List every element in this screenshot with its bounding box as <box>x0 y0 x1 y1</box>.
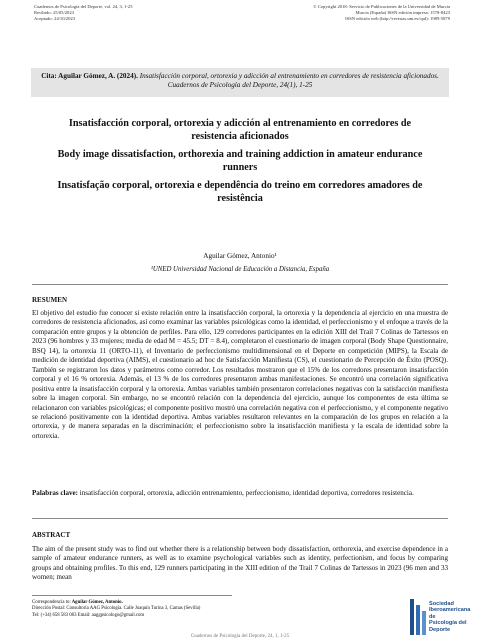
page-footer: Cuadernos de Psicología del Deporte, 24, 1, 1-25 <box>190 634 290 639</box>
header-received-date: Recibido: 25/05/2023 <box>34 10 74 15</box>
author-name: Aguilar Gómez, Antonio¹ <box>203 252 277 260</box>
contact-line: Tel: (+34) 658 583 083 Email: aaggpsicologo@gmail.com <box>32 612 145 618</box>
footnote-divider <box>32 595 232 596</box>
title-spanish: Insatisfacción corporal, ortorexia y adicción al entrenamiento en corredores de resistencia aficionados <box>68 118 412 142</box>
resumen-text: El objetivo del estudio fue conocer si existe relación entre la insatisfacción corporal, la ortorexia y la dependencia al ejercicio en una muestra de corredores de resistencia aficionados, así como examinar las variables psicológicas como la identidad, el perfeccionismo y el enfoque a través de la comparación entre grupos y la obtención de perfiles. Para ello, 129 corredores participantes en la edición XIII del Trail 7 Colinas de Tartessos en 2023 (96 hombres y 33 mujeres; media de edad M = 45.5; DT = 8.4), completaron el cuestionario de imagen corporal (Body Shape Questionnaire, BSQ 14), la ortorexia 11 (ORTO-11), el Inventario de perfeccionismo multidimensional en el Deporte en competición (MIPS), la Escala de medición de identidad deportiva (AIMS), el cuestionario ad hoc de Satisfacción Manifiesta (CS), el cuestionario de Percepción de Éxito (POSQ). También se registraron los datos y parámetros como corredor. Los resultados mostraron que el 15% de los corredores presentaron insatisfacción corporal y el 16 % ortorexia. Además, el 13 % de los corredores presentaron ambas manifestaciones. Se encontró una correlación significativa positiva entre la insatisfacción corporal y la ortorexia. Ambas variables también presentaron correlaciones negativas con la satisfacción manifiesta sobre la imagen corporal. Sin embargo, no se encontró relación con la dependencia del ejercicio, aunque los componentes de esta última se relacionaron con variables psicológicas; el componente positivo mostró una correlación negativa con el perfeccionismo, y el componente negativo se relacionó positivamente con la identidad deportiva. Ambas variables resultaron relevantes en la comparación de los grupos en relación a la ortorexia, y de manera separadas en la discriminación; el perfeccionismo sobre la insatisfacción manifiesta y la escala de identidad sobre la ortorexia. <box>32 309 448 440</box>
divider-middle <box>32 518 448 519</box>
header-copyright: © Copyright 2018: Servicio de Publicaciones de la Universidad de Murcia <box>313 4 450 9</box>
postal-address: Dirección Postal: Consultoría AAG Psicología. Calle Joaquín Turina 3, Camas (Sevilla) <box>32 606 201 612</box>
resumen-heading: RESUMEN <box>32 296 68 304</box>
citation-text: Insatisfacción corporal, ortorexia y adicción al entrenamiento en corredores de resistencia aficionados. Cuadernos de Psicología del Deporte, 24(1), 1-25 <box>137 72 439 89</box>
citation-box <box>31 68 449 97</box>
header-accepted-date: Aceptado: 24/10/2023 <box>34 16 75 21</box>
sipd-logo-mark <box>410 599 426 635</box>
header-issn-print: Murcia (España) ISSN edición impresa: 1578-8423 <box>355 10 450 15</box>
correspondence-footnote <box>32 600 412 619</box>
header-left <box>34 4 133 22</box>
keywords <box>32 489 448 498</box>
sipd-logo <box>410 597 470 637</box>
title-english: Body image dissatisfaction, orthorexia and training addiction in amateur endurance runners <box>57 149 423 173</box>
header-journal-volume: Cuadernos de Psicología del Deporte, vol. 24, 3, 1-25 <box>34 4 133 9</box>
header-right <box>313 4 450 22</box>
header-issn-web: ISSN edición web (http://revistas.um.es/cpd): 1989-5879 <box>345 16 450 21</box>
title-portuguese: Insatisfação corporal, ortorexia e dependência do treino em corredores amadores de resistência <box>57 180 423 204</box>
author-affiliation: ¹UNED Universidad Nacional de Educación a Distancia, España <box>150 266 330 273</box>
citation-label: Cita: Aguilar Gómez, A. (2024). <box>41 72 138 80</box>
abstract-heading: ABSTRACT <box>32 531 71 539</box>
divider-top <box>32 284 448 285</box>
sipd-logo-text: Sociedad Iberoamericana de Psicología del Deporte <box>429 601 471 633</box>
abstract-text: The aim of the present study was to find out whether there is a relationship between body dissatisfaction, orthorexia, and exercise dependence in a sample of amateur endurance runners, as well as to examine psychological variables such as identity, perfectionism, and focus by comparing groups and obtaining profiles. To this end, 129 runners participating in the XIII edition of the Trail 7 Colinas de Tartessos in 2023 (96 men and 33 women; mean <box>32 545 448 582</box>
title-block <box>50 117 430 210</box>
keywords-label: Palabras clave: <box>32 489 78 497</box>
keywords-text: insatisfacción corporal, ortorexia, adicción entrenamiento, perfeccionismo, identidad deportiva, corredores resistencia. <box>78 489 414 497</box>
correspondence-line: Correspondencia to: Aguilar Gómez, Antonio. <box>32 600 123 605</box>
